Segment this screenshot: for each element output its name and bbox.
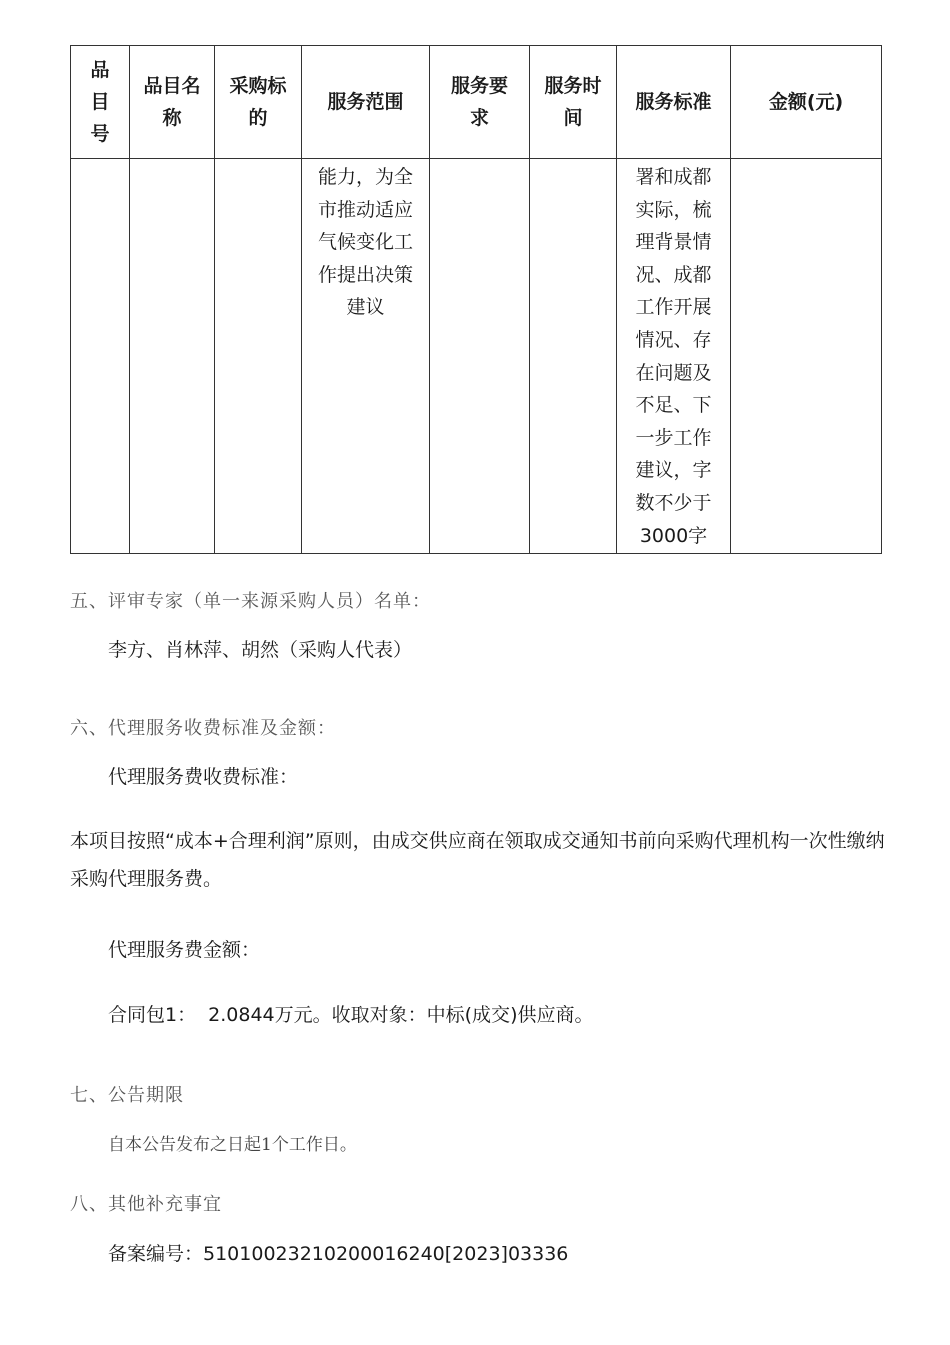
fee-amount-label: 代理服务费金额：	[108, 939, 261, 961]
standard-line: 数不少于	[635, 491, 712, 514]
fee-standard-text: 本项目按照“成本+合理利润”原则，由成交供应商在领取成交通知书前向采购代理机构一次性缴纳采购代理服务费。	[70, 830, 885, 890]
cell-amount	[731, 159, 882, 554]
scope-line: 作提出决策	[317, 263, 413, 286]
table-header-row	[71, 46, 882, 159]
section8-title: 八、其他补充事宜	[70, 1194, 222, 1215]
scope-line: 能力，为全	[317, 166, 413, 188]
standard-line: 理背景情	[635, 231, 712, 254]
fee-amount-text: 合同包1： 2.0844万元。收取对象：中标(成交)供应商。	[108, 1004, 594, 1026]
standard-line: 工作开展	[635, 296, 712, 319]
section7-title: 七、公告期限	[70, 1085, 184, 1106]
section5-title: 五、评审专家（单一来源采购人员）名单：	[70, 591, 431, 612]
section7-content: 自本公告发布之日起1个工作日。	[108, 1135, 357, 1155]
cell-service-standard	[617, 159, 731, 554]
cell-procurement-target	[215, 159, 302, 554]
header-service-scope: 服务范围	[302, 46, 430, 159]
cell-service-scope	[302, 159, 430, 554]
section6-title: 六、代理服务收费标准及金额：	[70, 718, 336, 739]
procurement-table	[70, 45, 882, 554]
scope-line: 建议	[346, 296, 385, 319]
header-item-number: 品目号	[71, 46, 130, 159]
filing-number: 备案编号：510100232102000162​40[2023]03336	[108, 1243, 569, 1265]
scope-line: 市推动适应	[317, 198, 413, 221]
cell-item-name	[130, 159, 215, 554]
header-amount: 金额(元)	[731, 46, 882, 159]
header-service-standard: 服务标准	[617, 46, 731, 159]
standard-line: 建议，字	[635, 459, 712, 482]
header-service-requirement: 服务要求	[430, 46, 530, 159]
cell-item-number	[71, 159, 130, 554]
header-item-name: 品目名称	[130, 46, 215, 159]
section5-content: 李方、肖林萍、胡然（采购人代表）	[108, 639, 413, 661]
standard-line: 在问题及	[635, 361, 712, 384]
standard-line: 况、成都	[635, 263, 712, 286]
header-procurement-target: 采购标的	[215, 46, 302, 159]
standard-line: 署和成都	[635, 166, 712, 188]
table-row	[71, 159, 882, 554]
fee-standard-label: 代理服务费收费标准：	[108, 766, 299, 788]
standard-line: 3000字	[639, 524, 708, 547]
standard-line: 情况、存	[635, 328, 712, 351]
standard-line: 一步工作	[635, 426, 712, 449]
standard-line: 不足、下	[635, 394, 712, 417]
header-service-time: 服务时间	[530, 46, 617, 159]
cell-service-requirement	[430, 159, 530, 554]
scope-line: 气候变化工	[317, 231, 413, 254]
standard-line: 实际，梳	[635, 198, 712, 221]
cell-service-time	[530, 159, 617, 554]
